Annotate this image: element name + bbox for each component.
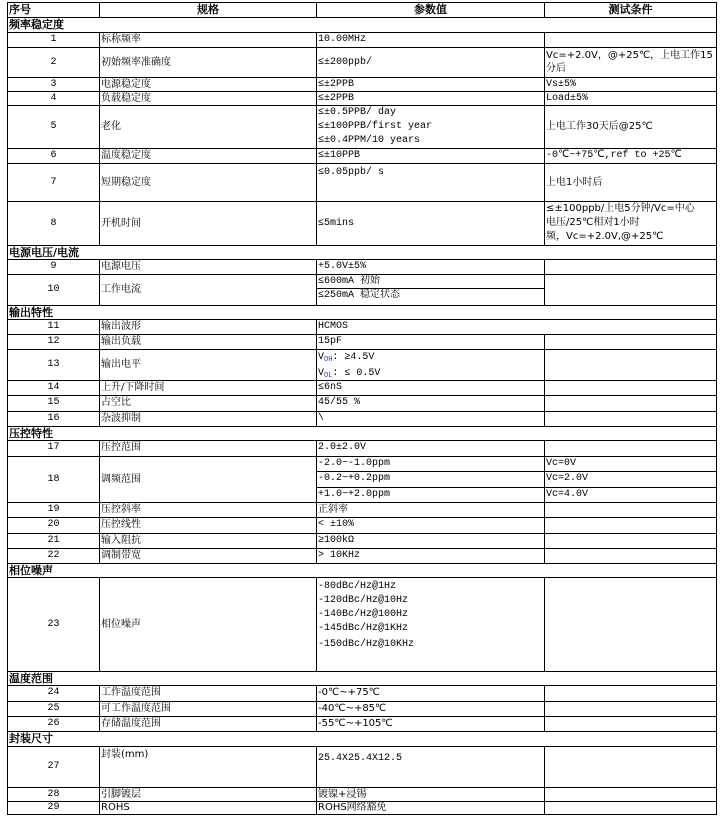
row-13-value (316, 349, 545, 381)
row-5-value (316, 105, 545, 149)
section-temperature: 温度范围 (7, 671, 717, 686)
row-18-condition-3: Vc=4.0V (544, 487, 717, 503)
row-19-value: 正斜率 (316, 502, 545, 518)
row-1-value: 10.00MHz (316, 32, 545, 48)
row-23-value (316, 577, 545, 672)
row-1-no: 1 (7, 32, 100, 48)
row-14-condition (544, 380, 717, 396)
row-8-condition-line: 电压/25℃相对1小时 (546, 217, 640, 228)
row-23-spec-text: 相位噪声 (101, 618, 141, 630)
row-26-no: 26 (7, 716, 100, 732)
row-21-value: ≥100kΩ (316, 533, 545, 549)
row-5-value-line: ≤±0.4PPM/10 years (318, 135, 421, 146)
row-9-spec: 电源电压 (99, 259, 317, 275)
vol-line (318, 366, 543, 381)
row-18-condition-2: Vc=2.0V (544, 471, 717, 488)
row-22-spec: 调制带宽 (99, 548, 317, 564)
row-5-spec-text: 老化 (101, 121, 121, 132)
section-power-supply: 电源电压/电流 (7, 245, 717, 260)
row-11-spec: 输出波形 (99, 319, 317, 335)
row-19-condition (544, 502, 717, 518)
row-17-spec: 压控范围 (99, 440, 317, 457)
row-2-no (7, 47, 100, 78)
row-27-spec: 封装(mm) (99, 746, 317, 788)
voh-subscript: OH (324, 356, 333, 364)
row-21-no: 21 (7, 533, 100, 549)
row-29-no: 29 (7, 801, 100, 815)
row-27-no (7, 746, 100, 788)
row-8-condition-line: 频，Vc=+2.0V,@+25℃ (546, 231, 664, 242)
row-23-spec (99, 577, 317, 672)
row-9-condition (544, 259, 717, 275)
row-5-spec (99, 105, 317, 149)
row-13-spec (99, 349, 317, 381)
row-3-value: ≤±2PPB (316, 77, 545, 92)
row-20-no: 20 (7, 517, 100, 534)
row-1-spec: 标称频率 (99, 32, 317, 48)
row-4-no: 4 (7, 91, 100, 106)
row-8-value-text: ≤5mins (318, 217, 355, 229)
row-7-condition (544, 163, 717, 202)
row-13-spec-text: 输出电平 (101, 359, 141, 370)
row-18-spec-text: 调频范围 (101, 473, 141, 485)
row-2-condition: Vc=+2.0V，@+25℃，上电工作15分后 (544, 47, 717, 78)
row-25-spec: 可工作温度范围 (99, 701, 317, 717)
row-20-condition (544, 517, 717, 534)
row-5-no (7, 105, 100, 149)
row-7-no-text: 7 (50, 176, 57, 188)
row-17-condition (544, 440, 717, 457)
phase-noise-line: -120dBc/Hz@10Hz (318, 595, 409, 606)
row-7-spec-text: 短期稳定度 (101, 176, 151, 188)
row-27-condition (544, 746, 717, 788)
row-25-value: -40℃~+85℃ (316, 701, 545, 717)
row-16-condition (544, 411, 717, 427)
header-spec: 规格 (99, 2, 317, 18)
row-18-value-2: -0.2~+0.2ppm (316, 471, 545, 488)
row-4-spec: 负载稳定度 (99, 91, 317, 106)
row-18-no (7, 456, 100, 503)
row-5-value-line: ≤±0.5PPB/ day (318, 107, 397, 118)
row-17-no: 17 (7, 440, 100, 457)
row-24-no: 24 (7, 685, 100, 702)
row-7-condition-text: 上电1小时后 (546, 176, 603, 188)
row-10-value-b: ≤250mA 稳定状态 (316, 288, 545, 306)
header-index: 序号 (7, 2, 100, 18)
row-8-value (316, 201, 545, 246)
header-value: 参数值 (316, 2, 545, 18)
row-29-value: ROHS网络豁免 (316, 801, 545, 815)
row-13-no (7, 349, 100, 381)
row-21-condition (544, 533, 717, 549)
row-8-spec (99, 201, 317, 246)
row-9-value: +5.0V±5% (316, 259, 545, 275)
row-16-no: 16 (7, 411, 100, 427)
row-5-condition (544, 105, 717, 149)
row-12-no: 12 (7, 334, 100, 350)
row-14-spec: 上升/下降时间 (99, 380, 317, 396)
row-26-value: -55℃~+105℃ (316, 716, 545, 732)
row-8-spec-text: 开机时间 (101, 217, 141, 229)
row-14-value: ≤6nS (316, 380, 545, 396)
row-5-condition-text: 上电工作30天后@25℃ (546, 121, 653, 132)
row-25-no: 25 (7, 701, 100, 717)
row-15-value: 45/55 % (316, 395, 545, 412)
row-6-value: ≤±10PPB (316, 148, 545, 164)
row-28-condition (544, 787, 717, 802)
row-24-condition (544, 685, 717, 702)
row-21-spec: 输入阻抗 (99, 533, 317, 549)
row-16-value: \ (316, 411, 545, 427)
row-7-no (7, 163, 100, 202)
row-15-no: 15 (7, 395, 100, 412)
phase-noise-line: -145dBc/Hz@1KHz (318, 623, 409, 634)
section-output: 输出特性 (7, 305, 717, 320)
header-condition: 测试条件 (544, 2, 717, 18)
row-6-no: 6 (7, 148, 100, 164)
section-package: 封装尺寸 (7, 731, 717, 747)
row-18-spec (99, 456, 317, 503)
row-4-condition: Load±5% (544, 91, 717, 106)
row-5-value-line: ≤±100PPB/first year (318, 121, 433, 132)
vol-value: : ≤ 0.5V (332, 368, 381, 379)
row-28-no: 28 (7, 787, 100, 802)
row-23-no-text: 23 (47, 618, 60, 630)
row-24-spec: 工作温度范围 (99, 685, 317, 702)
row-3-spec: 电源稳定度 (99, 77, 317, 92)
row-2-value (316, 47, 545, 78)
row-1-condition (544, 32, 717, 48)
row-6-condition: -0℃~+75℃,ref to +25℃ (544, 148, 717, 164)
row-2-spec (99, 47, 317, 78)
row-22-condition (544, 548, 717, 564)
section-voltage-control: 压控特性 (7, 426, 717, 441)
row-15-spec: 占空比 (99, 395, 317, 412)
row-27-value: 25.4X25.4X12.5 (316, 746, 545, 788)
row-25-condition (544, 701, 717, 717)
row-19-no: 19 (7, 502, 100, 518)
row-10-condition (544, 274, 717, 306)
row-26-spec: 存储温度范围 (99, 716, 317, 732)
row-18-condition-1: Vc=0V (544, 456, 717, 472)
row-4-value: ≤±2PPB (316, 91, 545, 106)
voh-value: : ≥4.5V (332, 352, 375, 363)
row-6-spec: 温度稳定度 (99, 148, 317, 164)
row-18-value-1: -2.0~-1.0ppm (316, 456, 545, 472)
row-28-spec: 引脚镀层 (99, 787, 317, 802)
row-2-value-text: ≤±200ppb/ (318, 56, 373, 68)
row-10-spec (99, 274, 317, 306)
row-10-spec-text: 工作电流 (101, 284, 141, 295)
row-29-condition (544, 801, 717, 815)
row-11-no: 11 (7, 319, 100, 335)
row-3-no: 3 (7, 77, 100, 92)
row-5-no-text: 5 (50, 121, 57, 132)
row-19-spec: 压控斜率 (99, 502, 317, 518)
row-7-value: ≤0.05ppb/ s (316, 163, 545, 202)
section-phase-noise: 相位噪声 (7, 563, 717, 578)
vol-subscript: OL (324, 372, 333, 380)
row-12-value: 15pF (316, 334, 545, 350)
row-8-condition (544, 201, 717, 246)
row-13-no-text: 13 (47, 359, 60, 370)
row-18-no-text: 18 (47, 473, 60, 485)
row-8-no-text: 8 (50, 217, 57, 229)
row-28-value: 镀镍+浸锡 (316, 787, 545, 802)
row-15-condition (544, 395, 717, 412)
row-3-condition: Vs±5% (544, 77, 717, 92)
voh-label: V (318, 352, 325, 363)
row-10-no (7, 274, 100, 306)
row-27-no-text: 27 (47, 761, 60, 772)
phase-noise-line: -80dBc/Hz@1Hz (318, 581, 397, 592)
row-2-spec-text: 初始频率准确度 (101, 56, 171, 68)
row-8-condition-line: ≤±100ppb/上电5分钟/Vc=中心 (546, 203, 695, 214)
phase-noise-line: -150dBc/Hz@10KHz (318, 639, 415, 650)
row-7-spec (99, 163, 317, 202)
row-8-no (7, 201, 100, 246)
row-12-spec: 输出负载 (99, 334, 317, 350)
vol-label: V (318, 368, 325, 379)
row-18-value-3: +1.0~+2.0ppm (316, 487, 545, 503)
row-10-value-a: ≤600mA 初始 (316, 274, 545, 289)
row-29-spec: ROHS (99, 801, 317, 815)
row-23-condition (544, 577, 717, 672)
section-frequency-stability: 频率稳定度 (7, 17, 717, 33)
row-13-condition (544, 349, 717, 381)
row-16-spec: 杂波抑制 (99, 411, 317, 427)
row-17-value: 2.0±2.0V (316, 440, 545, 457)
row-20-spec: 压控线性 (99, 517, 317, 534)
row-23-no (7, 577, 100, 672)
row-2-no-text: 2 (50, 56, 57, 68)
row-26-condition (544, 716, 717, 732)
row-10-no-text: 10 (47, 284, 60, 295)
row-22-value: > 10KHz (316, 548, 545, 564)
phase-noise-line: -140Bc/Hz@100Hz (318, 609, 409, 620)
row-12-condition (544, 334, 717, 350)
voh-line (318, 350, 543, 366)
row-14-no: 14 (7, 380, 100, 396)
row-9-no: 9 (7, 259, 100, 275)
row-22-no: 22 (7, 548, 100, 564)
row-11-value: HCMOS (316, 319, 717, 335)
row-24-value: -0℃~+75℃ (316, 685, 545, 702)
row-20-value: < ±10% (316, 517, 545, 534)
